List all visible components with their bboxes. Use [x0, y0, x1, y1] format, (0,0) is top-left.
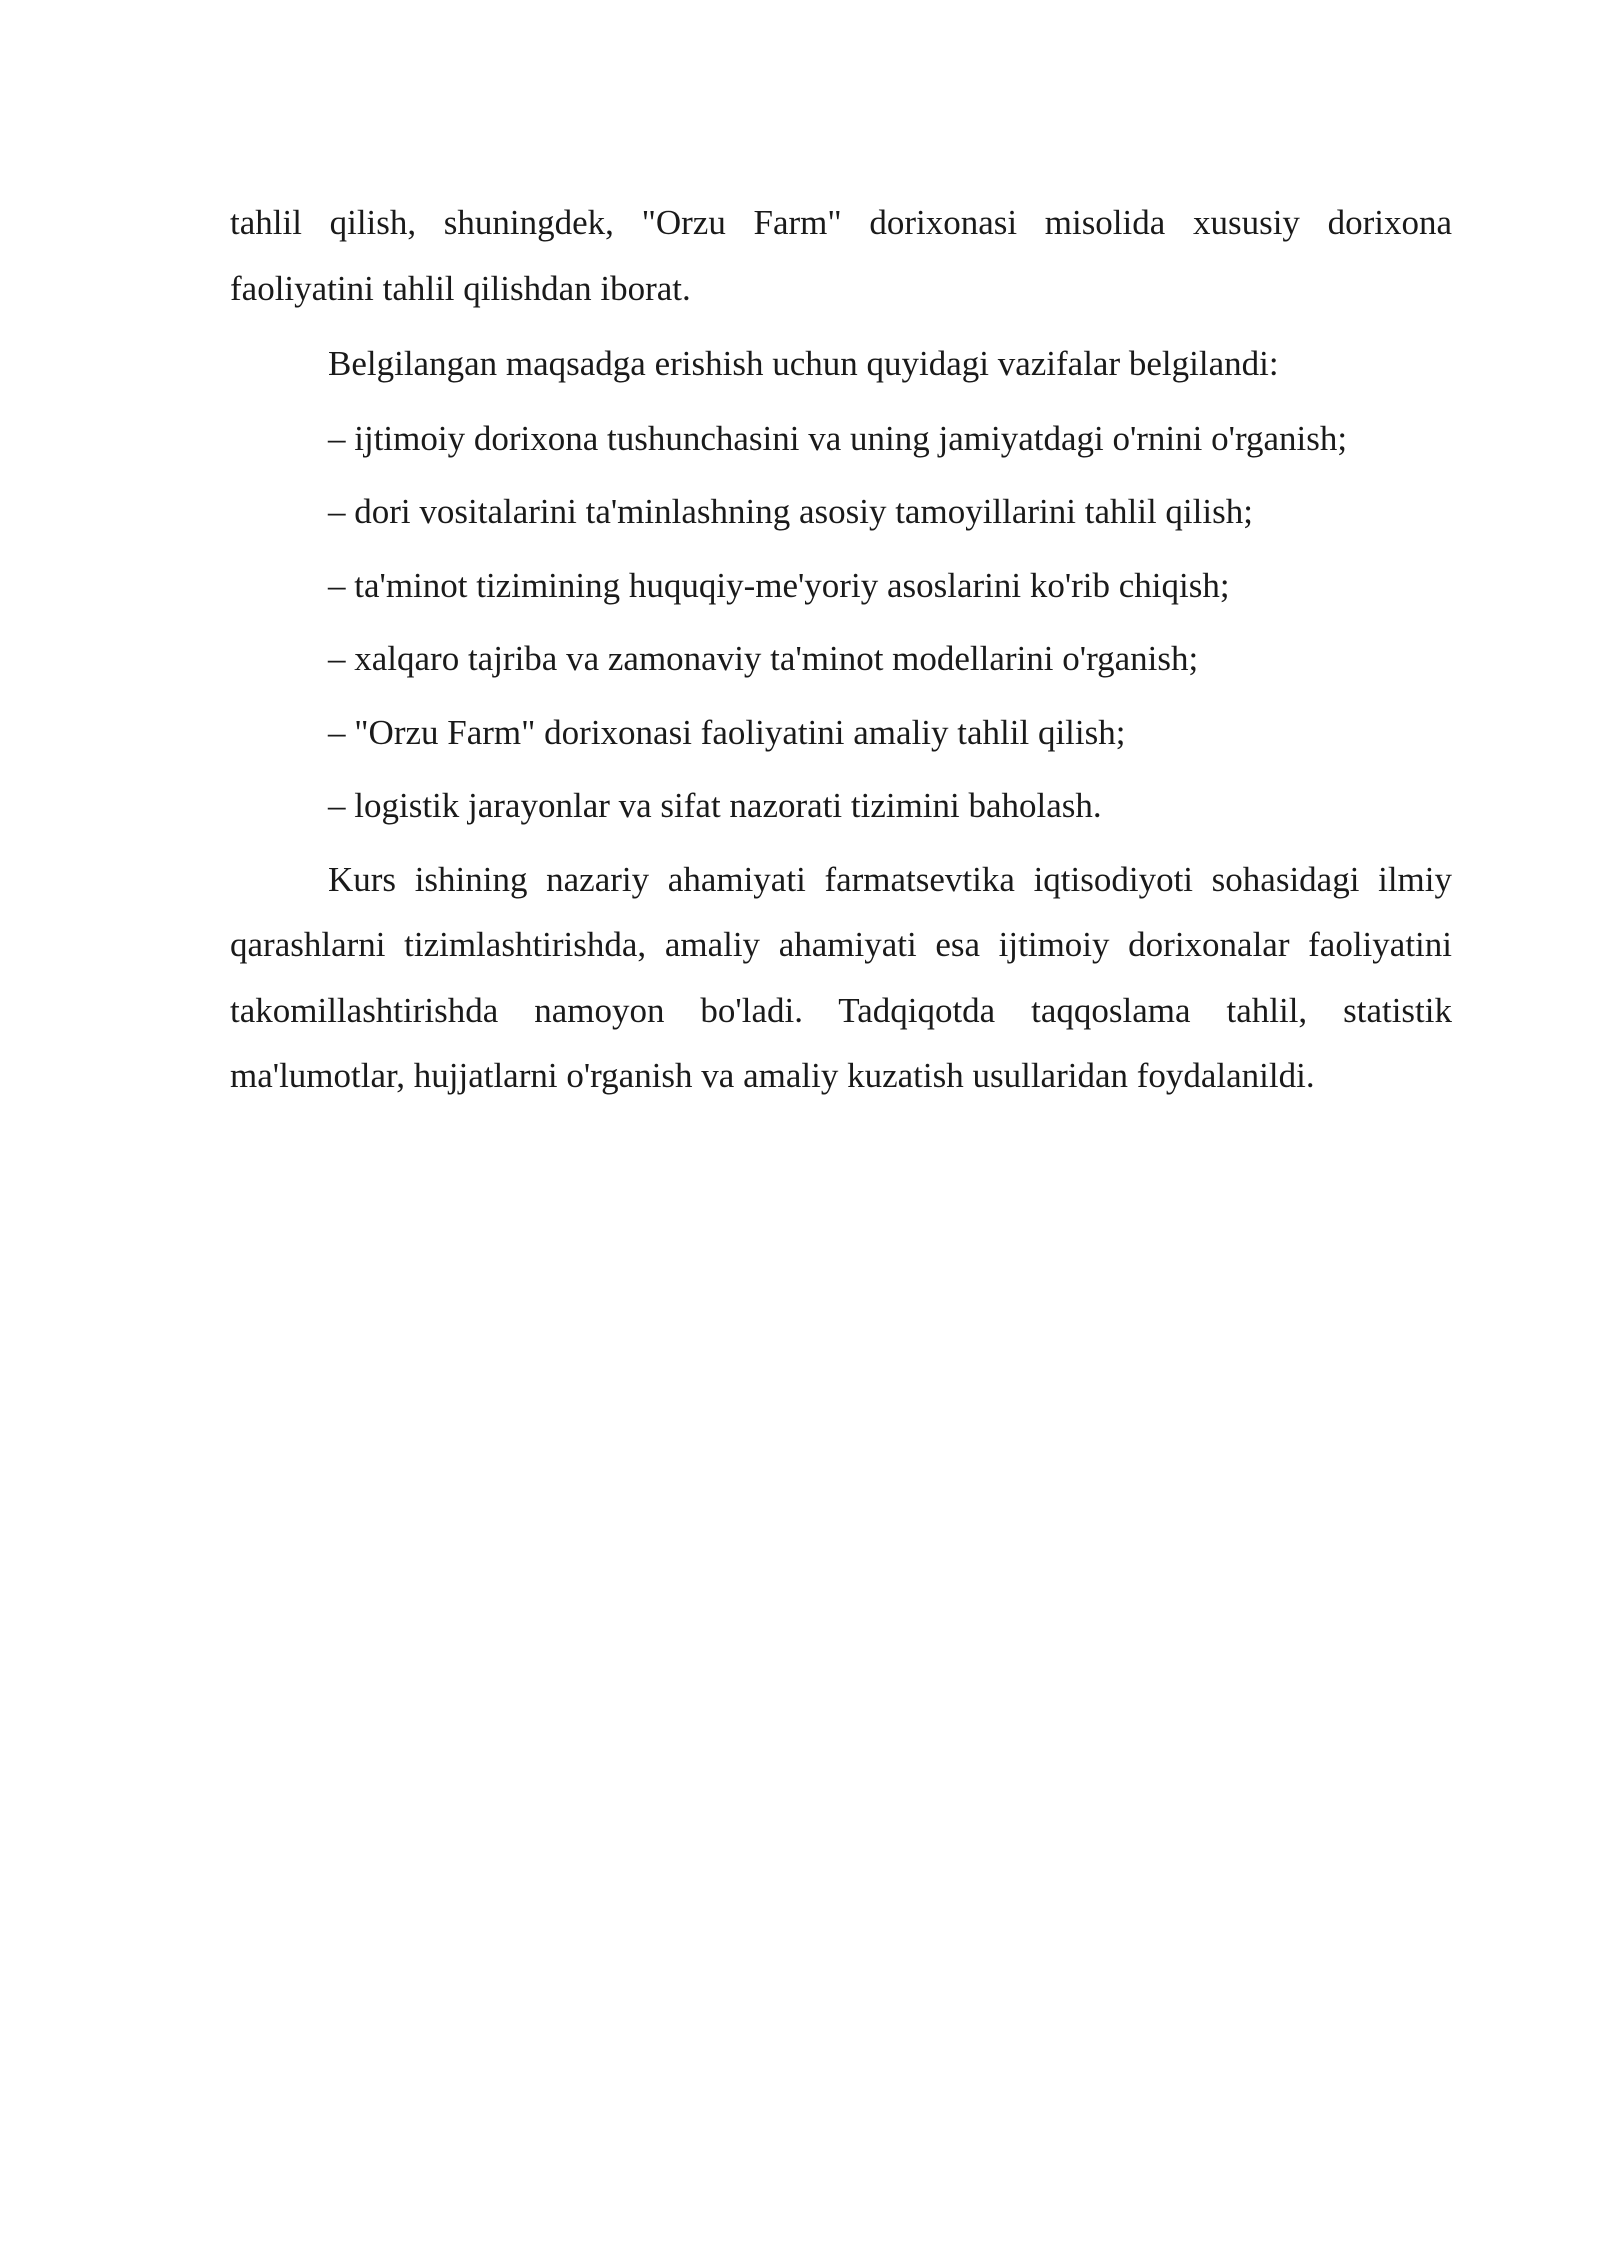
list-item: – dori vositalarini ta'minlashning asosiy tamoyillarini tahlil qilish;	[328, 492, 1253, 531]
paragraph-continuation: tahlil qilish, shuningdek, "Orzu Farm" dorixonasi misolida xususiy dorixona faoliyatini tahlil qilishdan iborat.	[230, 203, 1452, 308]
tasks-intro: Belgilangan maqsadga erishish uchun quyidagi vazifalar belgilandi:	[328, 344, 1279, 383]
list-item: – ta'minot tizimining huquqiy-me'yoriy asoslarini ko'rib chiqish;	[328, 565, 1230, 605]
document-body	[230, 190, 1452, 1109]
list-item: – logistik jarayonlar va sifat nazorati tizimini baholash.	[328, 786, 1102, 825]
list-item: – xalqaro tajriba va zamonaviy ta'minot modellarini o'rganish;	[328, 639, 1199, 678]
list-item: – "Orzu Farm" dorixonasi faoliyatini amaliy tahlil qilish;	[328, 712, 1126, 752]
closing-paragraph: Kurs ishining nazariy ahamiyati farmatsevtika iqtisodiyoti sohasidagi ilmiy qarashlarni tizimlashtirishda, amaliy ahamiyati esa ijtimoiy dorixonalar faoliyatini takomillashtirishda namoyon bo'ladi. Tadqiqotda taqqoslama tahlil, statistik ma'lumotlar, hujjatlarni o'rganish va amaliy kuzatish usullaridan foydalanildi.	[230, 859, 1452, 1095]
tasks-list	[230, 406, 1452, 839]
list-item: – ijtimoiy dorixona tushunchasini va uning jamiyatdagi o'rnini o'rganish;	[328, 418, 1348, 458]
